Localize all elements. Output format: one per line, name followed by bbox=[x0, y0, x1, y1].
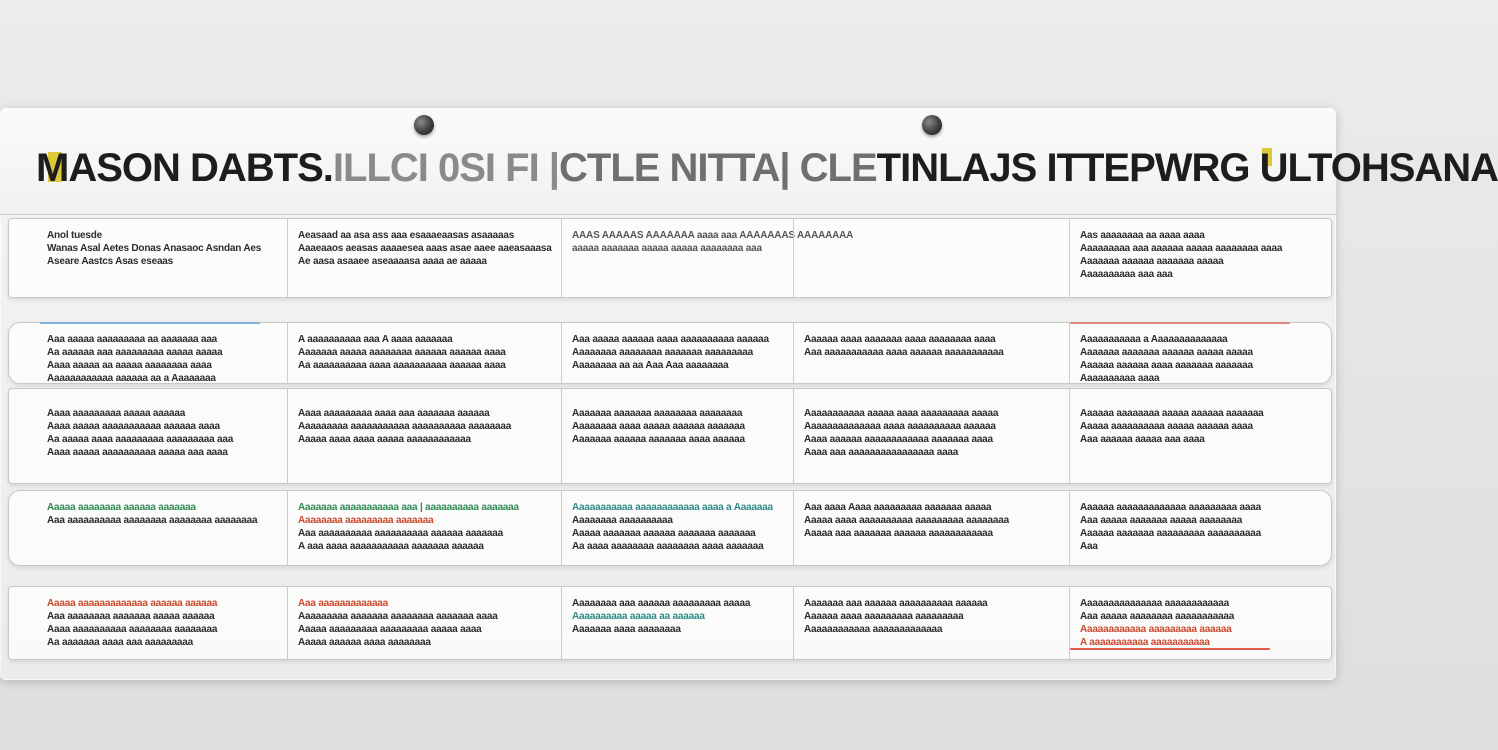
cell-text: Aaaaaaaaa aaaaaaa aaaaaaaa aaaaaaa aaaa bbox=[298, 611, 498, 622]
cell-text: Aaaaaaa aaaaaaaaaaa aaa | aaaaaaaaaa aaaaaaa bbox=[298, 502, 519, 513]
cell-text: Aaa aaaaa aaaaaaaaa aa aaaaaaa aaa bbox=[47, 334, 218, 345]
cell-text: Aaaaaaaaaaa aaaaa aaaa aaaaaaaaa aaaaa bbox=[804, 408, 999, 419]
cell-text: Aaaaaaa aaaa aaaaaaaa bbox=[572, 624, 681, 635]
board-title bbox=[36, 138, 1498, 198]
cell-text: Aaaa aaaaaaaaaa aaaaaaaa aaaaaaaa bbox=[47, 624, 218, 635]
table-cell bbox=[287, 491, 561, 565]
table-cell bbox=[793, 389, 1069, 483]
cell-text: aaaaa aaaaaaa aaaaa aaaaa aaaaaaaa aaa bbox=[572, 243, 762, 254]
cell-text: A aaaaaaaaaa aaa A aaaa aaaaaaa bbox=[298, 334, 453, 345]
cell-text: Aaa aaaaaaaa aaaaaaa aaaaa aaaaaa bbox=[47, 611, 215, 622]
cell-text: Aaaaaaaaa aaa aaaaaa aaaaa aaaaaaaa aaaa bbox=[1080, 243, 1283, 254]
cell-text: AAAS AAAAAS AAAAAAA aaaa aaa AAAAAAAS AAAAAAAA bbox=[572, 230, 854, 241]
cell-text: Aaaaaaaa aaaaaaaa aaaaaaa aaaaaaaaa bbox=[572, 347, 753, 358]
cell-text: Aaaaaaaaaaaaaaa aaaaaaaaaaaa bbox=[1080, 598, 1229, 609]
cell-text: Aaaaaaaa aaaaaaaaa aaaaaaa bbox=[298, 515, 434, 526]
table-cell bbox=[37, 587, 287, 659]
cell-text: Aaaa aaa aaaaaaaaaaaaaaaa aaaa bbox=[804, 447, 959, 458]
cell-text: Aaaaaaaaaaaa aaaaaaaaa aaaaaa bbox=[1080, 624, 1232, 635]
cell-text: Aaaaa aaaaaaaaa aaaaaaaaa aaaaa aaaa bbox=[298, 624, 482, 635]
cell-text: Aaaaaaa aaaaaaa aaaaaaaa aaaaaaaa bbox=[572, 408, 743, 419]
title-part: CTLE NITTA bbox=[559, 146, 780, 190]
cell-text: Aaaaaaaa aaa aaaaaa aaaaaaaaa aaaaa bbox=[572, 598, 751, 609]
title-part: TINLAJS ITTEPWRG ULTOHSANA bbox=[876, 146, 1498, 190]
table-cell bbox=[561, 323, 793, 383]
cell-text: Aaaa aaaaaa aaaaaaaaaaaa aaaaaaa aaaa bbox=[804, 434, 993, 445]
title-part: | CLE bbox=[779, 146, 877, 190]
cell-text: Aaa aaaaaaaaaa aaaaaaaaaa aaaaaa aaaaaaa bbox=[298, 528, 503, 539]
table-cell bbox=[1069, 323, 1331, 383]
cell-text: Aaaaa aaaa aaaa aaaaa aaaaaaaaaaaa bbox=[298, 434, 471, 445]
table-cell bbox=[793, 491, 1069, 565]
cell-text: Aa aaaa aaaaaaaa aaaaaaaa aaaa aaaaaaa bbox=[572, 541, 764, 552]
table-cell bbox=[561, 491, 793, 565]
table-cell bbox=[1069, 219, 1331, 297]
cell-text: Aaaaa aaaaaaaaaaaaa aaaaaa aaaaaa bbox=[47, 598, 218, 609]
cell-text: Aaaaaaaaaaaa aaaaaa aa a Aaaaaaaa bbox=[47, 373, 216, 384]
accent-underline bbox=[40, 322, 260, 324]
cell-text: Aaaaaaa aaaaaa aaaaaaa aaaaa bbox=[1080, 256, 1224, 267]
cell-text: Aaaaaaaa aa aa Aaa Aaa aaaaaaaa bbox=[572, 360, 729, 371]
cell-text: Aaaaa aaaaaa aaaa aaaaaaaa bbox=[298, 637, 431, 648]
cell-text: Aaaaa aaaaaaaa aaaaaa aaaaaaa bbox=[47, 502, 196, 513]
cell-text: Aa aaaaaaa aaaa aaa aaaaaaaaa bbox=[47, 637, 194, 648]
title-strip bbox=[0, 108, 1498, 215]
cell-text: Aas aaaaaaaa aa aaaa aaaa bbox=[1080, 230, 1205, 241]
accent-underline bbox=[1070, 322, 1290, 324]
cell-text: Aaaaaaaaaaaaaa aaaa aaaaaaaaaa aaaaaa bbox=[804, 421, 996, 432]
cell-text: Aaaaaaa aaaaaa aaaaaaa aaaa aaaaaa bbox=[572, 434, 745, 445]
cell-text: Aaa aaaaaaaaaa aaaaaaaa aaaaaaaa aaaaaaaa bbox=[47, 515, 258, 526]
table-cell bbox=[287, 389, 561, 483]
cell-text: Aaaa aaaaaaaaa aaaa aaa aaaaaaa aaaaaa bbox=[298, 408, 490, 419]
table-cell bbox=[1069, 389, 1331, 483]
cell-text: Aaa aaaa Aaaa aaaaaaaaa aaaaaaa aaaaa bbox=[804, 502, 992, 513]
table-cell bbox=[287, 323, 561, 383]
table-cell bbox=[287, 219, 561, 297]
cell-text: Aeasaad aa asa ass aaa esaaaeaasas asaaaaas bbox=[298, 230, 515, 241]
cell-text: Aaaaaaaaaaa aaaaaaaaaaaa aaaa a Aaaaaaa bbox=[572, 502, 773, 513]
cell-text: Aaaaaaaaaa aaaaa aa aaaaaa bbox=[572, 611, 705, 622]
title-part: ILLCI 0SI FI | bbox=[332, 146, 559, 190]
table-cell bbox=[1069, 491, 1331, 565]
table-cell bbox=[561, 587, 793, 659]
cell-text: Aaaaa aaa aaaaaaa aaaaaa aaaaaaaaaaaa bbox=[804, 528, 993, 539]
cell-text: Aaaaa aaaa aaaaaaaaaa aaaaaaaaa aaaaaaaa bbox=[804, 515, 1009, 526]
cell-text: Aaaaaaaa aaaa aaaaa aaaaaa aaaaaaa bbox=[572, 421, 745, 432]
cell-text: Aaaa aaaaa aa aaaaa aaaaaaaa aaaa bbox=[47, 360, 212, 371]
cell-text: Aaaaaaa aaa aaaaaa aaaaaaaaaa aaaaaa bbox=[804, 598, 988, 609]
cell-text: Aaa bbox=[1080, 541, 1098, 552]
table-row bbox=[8, 388, 1332, 484]
cell-text: Aa aaaaaaaaaa aaaa aaaaaaaaaa aaaaaa aaaa bbox=[298, 360, 506, 371]
table-cell bbox=[793, 323, 1069, 383]
cell-text: Aaa aaaaa aaaaaaaa aaaaaaaaaaa bbox=[1080, 611, 1235, 622]
table-row bbox=[8, 322, 1332, 384]
cell-text: Aaaaa aaaaaaa aaaaaa aaaaaaa aaaaaaa bbox=[572, 528, 756, 539]
pin-icon bbox=[414, 115, 434, 135]
table-row bbox=[8, 218, 1332, 298]
cell-text: A aaaaaaaaaaa aaaaaaaaaaa bbox=[1080, 637, 1210, 648]
pin-icon bbox=[922, 115, 942, 135]
table-cell bbox=[561, 219, 854, 297]
cell-text: Aaaa aaaaa aaaaaaaaaa aaaaa aaa aaaa bbox=[47, 447, 228, 458]
cell-text: Ae aasa asaaee aseaaaasa aaaa ae aaaaa bbox=[298, 256, 487, 267]
cell-text: Aaaaaaaaaa aaaa bbox=[1080, 373, 1160, 384]
cell-text: Aaaeaaos aeasas aaaaesea aaas asae aaee aaeasaaasa bbox=[298, 243, 552, 254]
cell-text: Aaaaaaaa aaaaaaaaaa bbox=[572, 515, 673, 526]
table-cell bbox=[37, 491, 287, 565]
cell-text: Aaa aaaaaa aaaaa aaa aaaa bbox=[1080, 434, 1205, 445]
table-cell bbox=[37, 323, 287, 383]
cell-text: Aaa aaaaaaaaaaaaa bbox=[298, 598, 389, 609]
cell-text: Aaaaaa aaaaaa aaaa aaaaaaa aaaaaaa bbox=[1080, 360, 1253, 371]
table-cell bbox=[561, 389, 793, 483]
cell-text: Aseare Aastcs Asas eseaas bbox=[47, 256, 174, 267]
cell-text: Aaa aaaaa aaaaaaa aaaaa aaaaaaaa bbox=[1080, 515, 1243, 526]
cell-text: Aaaaaaaaaaa a Aaaaaaaaaaaaaa bbox=[1080, 334, 1228, 345]
cell-text: Anol tuesde bbox=[47, 230, 103, 241]
cell-text: Aaaaaaaaaaaa aaaaaaaaaaaaa bbox=[804, 624, 943, 635]
cell-text: Aaaa aaaaa aaaaaaaaaaa aaaaaa aaaa bbox=[47, 421, 220, 432]
cell-text: Aaaa aaaaaaaaa aaaaa aaaaaa bbox=[47, 408, 186, 419]
table-cell bbox=[287, 587, 561, 659]
accent-underline bbox=[1070, 648, 1270, 650]
title-part: MASON DABTS. bbox=[36, 146, 333, 190]
cell-text: Aaaaaaa aaaaa aaaaaaaa aaaaaa aaaaaa aaaa bbox=[298, 347, 506, 358]
cell-text: Aaaaa aaaaaaaaaa aaaaa aaaaaa aaaa bbox=[1080, 421, 1253, 432]
cell-text: Aaa aaaaa aaaaaa aaaa aaaaaaaaaa aaaaaa bbox=[572, 334, 769, 345]
cell-text: A aaa aaaa aaaaaaaaaaa aaaaaaa aaaaaa bbox=[298, 541, 484, 552]
cell-text: Wanas Asal Aetes Donas Anasaoc Asndan Aes bbox=[47, 243, 262, 254]
cell-text: Aaaaaaa aaaaaaa aaaaaa aaaaa aaaaa bbox=[1080, 347, 1253, 358]
table-row bbox=[8, 490, 1332, 566]
cell-text: Aaaaaa aaaaaaa aaaaaaaaa aaaaaaaaaa bbox=[1080, 528, 1261, 539]
cell-text: Aaaaaa aaaaaaaa aaaaa aaaaaa aaaaaaa bbox=[1080, 408, 1264, 419]
cell-text: Aaaaaa aaaa aaaaaaaaa aaaaaaaaa bbox=[804, 611, 964, 622]
cell-text: Aa aaaaa aaaa aaaaaaaaa aaaaaaaaa aaa bbox=[47, 434, 234, 445]
cell-text: Aaaaaa aaaaaaaaaaaaa aaaaaaaaa aaaa bbox=[1080, 502, 1261, 513]
cell-text: Aaaaaa aaaa aaaaaaa aaaa aaaaaaaa aaaa bbox=[804, 334, 996, 345]
cell-text: Aaaaaaaaaa aaa aaa bbox=[1080, 269, 1173, 280]
cell-text: Aaa aaaaaaaaaaa aaaa aaaaaa aaaaaaaaaaa bbox=[804, 347, 1004, 358]
table-cell bbox=[793, 587, 1069, 659]
cell-text: Aaaaaaaaa aaaaaaaaaaa aaaaaaaaaa aaaaaaaa bbox=[298, 421, 512, 432]
table-cell bbox=[37, 219, 287, 297]
cell-text: Aa aaaaaa aaa aaaaaaaaa aaaaa aaaaa bbox=[47, 347, 223, 358]
table-cell bbox=[793, 219, 1069, 297]
table-cell bbox=[37, 389, 287, 483]
